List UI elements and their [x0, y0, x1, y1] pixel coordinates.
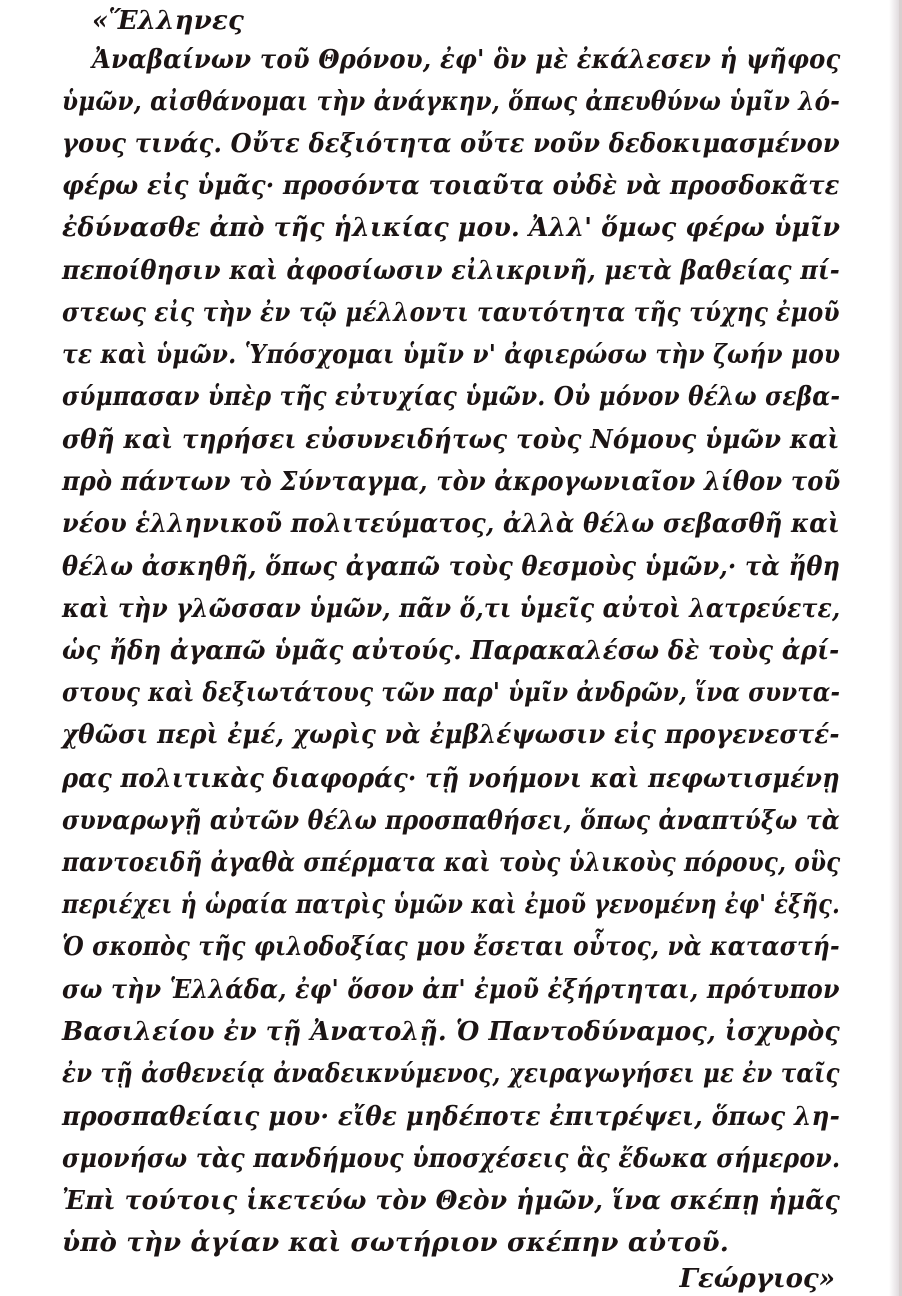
text-line-3: γους τινάς. Οὔτε δεξιότητα οὔτε νοῦν δεδοκιμασμένον — [62, 129, 840, 159]
text-line-1: Ἀναβαίνων τοῦ Θρόνου, ἐφ' ὃν μὲ ἐκάλεσεν ἡ ψῆφος — [92, 45, 841, 75]
text-line-27: σμονήσω τὰς πανδήμους ὑποσχέσεις ἃς ἔδωκα σήμερον. — [62, 1144, 841, 1174]
text-line-29: ὑπὸ τὴν ἁγίαν καὶ σωτήριον σκέπην αὐτοῦ. — [62, 1228, 730, 1258]
signature: Γεώργιος» — [679, 1264, 835, 1294]
text-line-7: στεως εἰς τὴν ἐν τῷ μέλλοντι ταυτότητα τῆς τύχης ἐμοῦ — [62, 298, 840, 328]
text-line-24: Βασιλείου ἐν τῇ Ἀνατολῇ. Ὁ Παντοδύναμος, ἰσχυρὸς — [62, 1017, 840, 1047]
text-line-20: παντοειδῆ ἀγαθὰ σπέρματα καὶ τοὺς ὑλικοὺς πόρους, οὓς — [62, 848, 841, 878]
text-line-17: χθῶσι περὶ ἐμέ, χωρὶς νὰ ἐμβλέψωσιν εἰς προγενεστέ- — [62, 720, 840, 750]
text-line-23: σω τὴν Ἑλλάδα, ἐφ' ὅσον ἀπ' ἐμοῦ ἐξήρτηται, πρότυπον — [62, 975, 840, 1005]
text-line-4: φέρω εἰς ὑμᾶς· προσόντα τοιαῦτα οὐδὲ νὰ προσδοκᾶτε — [62, 171, 840, 201]
text-line-8: τε καὶ ὑμῶν. Ὑπόσχομαι ὑμῖν ν' ἀφιερώσω τὴν ζωήν μου — [62, 340, 841, 370]
salutation: «Ἕλληνες — [92, 6, 245, 36]
text-line-22: Ὁ σκοπὸς τῆς φιλοδοξίας μου ἔσεται οὗτος, νὰ καταστή- — [62, 932, 840, 962]
text-line-10: σθῆ καὶ τηρήσει εὐσυνειδήτως τοὺς Νόμους ὑμῶν καὶ — [62, 425, 840, 455]
text-line-28: Ἐπὶ τούτοις ἱκετεύω τὸν Θεὸν ἡμῶν, ἵνα σκέπῃ ἡμᾶς — [62, 1186, 841, 1216]
text-line-12: νέου ἑλληνικοῦ πολιτεύματος, ἀλλὰ θέλω σεβασθῆ καὶ — [62, 509, 840, 539]
text-line-19: συναρωγῇ αὐτῶν θέλω προσπαθήσει, ὅπως ἀναπτύξω τὰ — [62, 806, 840, 836]
text-line-11: πρὸ πάντων τὸ Σύνταγμα, τὸν ἀκρογωνιαῖον λίθον τοῦ — [62, 467, 841, 497]
text-line-16: στους καὶ δεξιωτάτους τῶν παρ' ὑμῖν ἀνδρῶν, ἵνα συντα- — [62, 678, 841, 708]
text-line-18: ρας πολιτικὰς διαφοράς· τῇ νοήμονι καὶ πεφωτισμένῃ — [62, 764, 840, 794]
text-line-14: καὶ τὴν γλῶσσαν ὑμῶν, πᾶν ὅ,τι ὑμεῖς αὐτοὶ λατρεύετε, — [62, 594, 841, 624]
text-line-25: ἐν τῇ ἀσθενείᾳ ἀναδεικνύμενος, χειραγωγήσει με ἐν ταῖς — [62, 1059, 840, 1089]
text-line-21: περιέχει ἡ ὡραία πατρὶς ὑμῶν καὶ ἐμοῦ γενομένη ἐφ' ἑξῆς. — [62, 890, 841, 920]
text-line-13: θέλω ἀσκηθῆ, ὅπως ἀγαπῶ τοὺς θεσμοὺς ὑμῶν,· τὰ ἤθη — [62, 552, 841, 582]
text-line-5: ἐδύνασθε ἀπὸ τῆς ἡλικίας μου. Ἀλλ' ὅμως φέρω ὑμῖν — [62, 213, 841, 243]
text-line-6: πεποίθησιν καὶ ἀφοσίωσιν εἰλικρινῆ, μετὰ βαθείας πί- — [62, 256, 840, 286]
text-line-2: ὑμῶν, αἰσθάνομαι τὴν ἀνάγκην, ὅπως ἀπευθύνω ὑμῖν λό- — [62, 87, 840, 117]
text-line-26: προσπαθείαις μου· εἴθε μηδέποτε ἐπιτρέψει, ὅπως λη- — [62, 1102, 841, 1132]
text-line-9: σύμπασαν ὑπὲρ τῆς εὐτυχίας ὑμῶν. Οὐ μόνον θέλω σεβα- — [62, 382, 841, 412]
text-line-15: ὡς ἤδη ἀγαπῶ ὑμᾶς αὐτούς. Παρακαλέσω δὲ τοὺς ἀρί- — [62, 636, 840, 666]
